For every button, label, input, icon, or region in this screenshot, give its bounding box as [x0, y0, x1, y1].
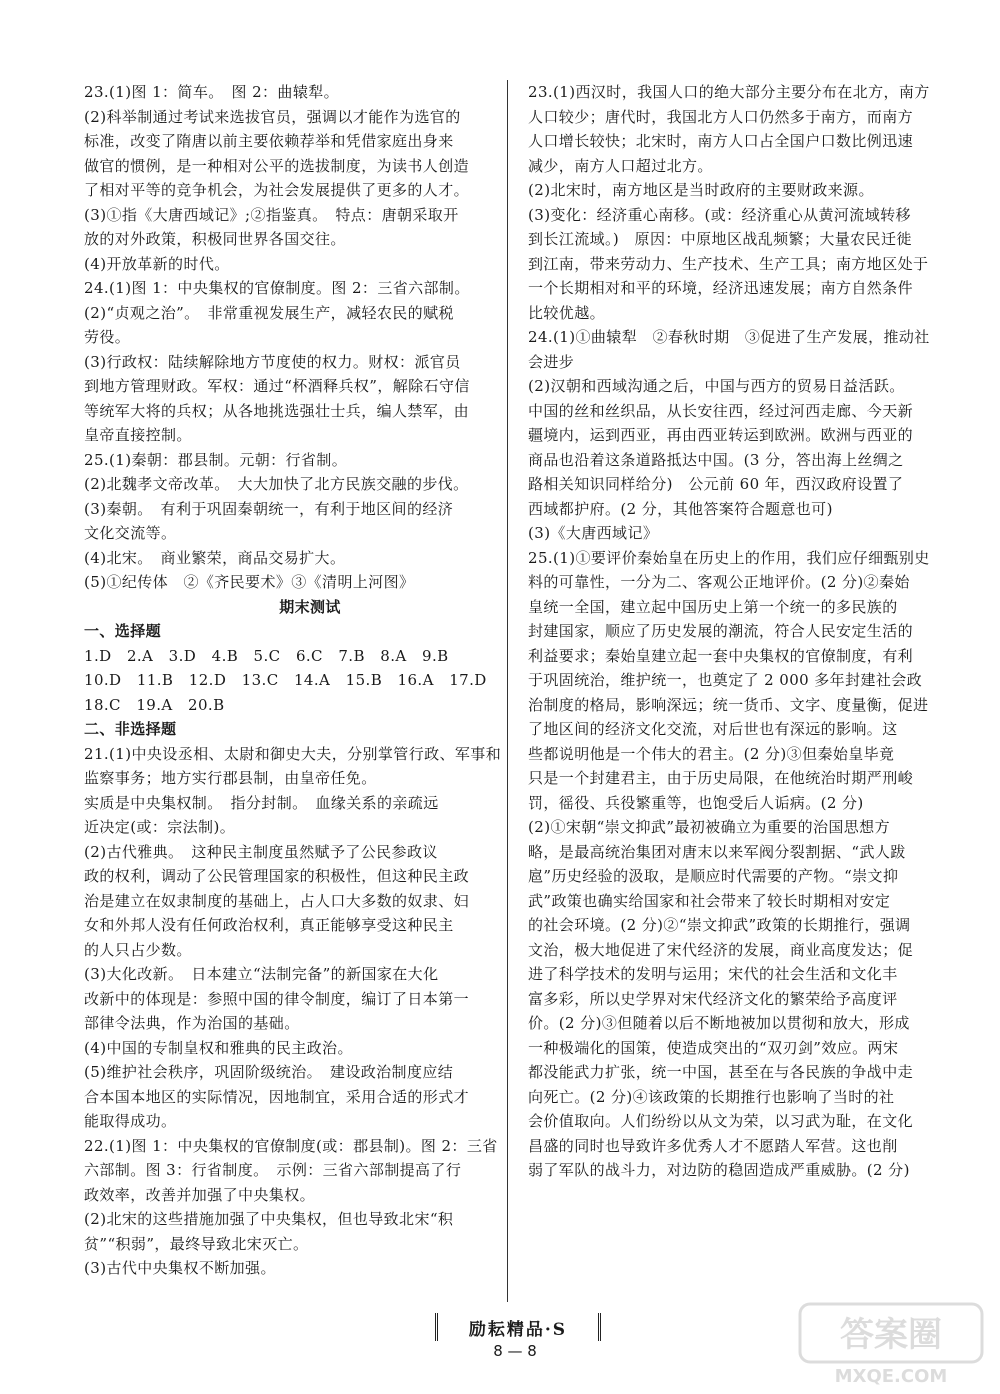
text-line: 人口较少；唐代时，我国北方人口仍然多于南方，而南方	[528, 107, 914, 126]
text-line: 的人只占少数。	[84, 940, 192, 959]
text-line: 扈”历史经验的汲取，是顺应时代需要的产物。“崇文抑	[528, 867, 899, 885]
text-line: 料的可靠性，一分为二、客观公正地评价。(2 分)②秦始	[528, 573, 910, 591]
left-column	[84, 80, 536, 1281]
text-line: 减少，南方人口超过北方。	[528, 156, 713, 175]
text-line: 价。(2 分)③但随着以后不断地被加以贯彻和放大，形成	[528, 1014, 910, 1032]
text-line: 女和外邦人没有任何政治权利，真正能够享受这种民主	[84, 916, 454, 934]
text-line: (2)北宋时，南方地区是当时政府的主要财政来源。	[528, 181, 874, 199]
text-line: (3)秦朝。 有利于巩固秦朝统一，有利于地区间的经济	[84, 499, 454, 518]
text-line: (2)①宋朝“崇文抑武”最初被确立为重要的治国思想方	[528, 818, 890, 836]
text-line: (3)变化：经济重心南移。(或：经济重心从黄河流域转移	[528, 205, 911, 224]
text-line: 比较优越。	[528, 303, 606, 322]
text-line: 文化交流等。	[84, 524, 177, 542]
text-line: (4)开放革新的时代。	[84, 254, 230, 273]
text-line: 合本国本地区的实际情况，因地制宜，采用合适的形式才	[84, 1087, 470, 1106]
text-line: 22.(1)图 1：中央集权的官僚制度(或：郡县制)。图 2：三省	[84, 1136, 498, 1155]
text-line: 近决定(或：宗法制)。	[84, 818, 236, 836]
text-line: (3)古代中央集权不断加强。	[84, 1259, 276, 1277]
text-line: 利益要求；秦始皇建立起一套中央集权的官僚制度，有利	[528, 646, 914, 665]
text-line: 能取得成功。	[84, 1112, 177, 1130]
text-line: 监察事务；地方实行郡县制，由皇帝任免。	[84, 769, 377, 787]
text-line: (5)①纪传体 ②《齐民要术》③《清明上河图》	[84, 573, 415, 591]
text-line: 21.(1)中央设丞相、太尉和御史大夫，分别掌管行政、军事和	[84, 744, 502, 763]
text-line: 会进步	[528, 352, 575, 371]
footer-brand: 励耘精品·S	[435, 1313, 601, 1341]
text-line: (5)维护社会秩序，巩固阶级统治。 建设政治制度应结	[84, 1063, 454, 1081]
text-line: 1.D 2.A 3.D 4.B 5.C 6.C 7.B 8.A 9.B	[84, 646, 449, 665]
text-line: 治制度的格局，影响深远；统一货币、文字、度量衡，促进	[528, 695, 929, 714]
text-line: (2)“贞观之治”。 非常重视发展生产，减轻农民的赋税	[84, 303, 454, 322]
text-line: 进了科学技术的发明与运用；宋代的社会生活和文化丰	[528, 965, 898, 983]
text-line: 的社会环境。(2 分)②“崇文抑武”政策的长期推行，强调	[528, 916, 911, 934]
text-line: 25.(1)秦朝：郡县制。元朝：行省制。	[84, 450, 348, 469]
text-line: 24.(1)①曲辕犁 ②春秋时期 ③促进了生产发展，推动社	[528, 328, 930, 346]
right-column	[528, 80, 980, 1183]
text-line: 实质是中央集权制。 指分封制。 血缘关系的亲疏远	[84, 793, 439, 812]
watermark-title: 答案圈	[840, 1315, 942, 1355]
text-line: (3)《大唐西域记》	[528, 524, 659, 542]
text-line: 人口增长较快；北宋时，南方人口占全国户口数比例迅速	[528, 132, 914, 150]
text-line: 24.(1)图 1：中央集权的官僚制度。图 2：三省六部制。	[84, 279, 470, 297]
text-line: 一、选择题	[84, 622, 162, 640]
text-line: 放的对外政策，积极同世界各国交往。	[84, 230, 346, 248]
text-line: (2)北魏孝文帝改革。 大大加快了北方民族交融的步伐。	[84, 475, 469, 493]
text-line: 18.C 19.A 20.B	[84, 695, 225, 714]
text-line: 到长江流域。) 原因：中原地区战乱频繁；大量农民迁徙	[528, 230, 912, 248]
text-line: 西域都护府。(2 分，其他答案符合题意也可)	[528, 499, 833, 518]
text-line: 到地方管理财政。军权：通过“杯酒释兵权”，解除石守信	[84, 377, 470, 395]
text-line: 只是一个封建君主，由于历史局限，在他统治时期严刑峻	[528, 769, 914, 787]
text-line: 六部制。图 3：行省制度。 示例：三省六部制提高了行	[84, 1161, 462, 1179]
text-line: (2)北宋的这些措施加强了中央集权，但也导致北宋“积	[84, 1210, 454, 1228]
text-line: 劳役。	[84, 328, 131, 346]
text-line: 政的权利，调动了公民管理国家的积极性，但这种民主政	[84, 867, 470, 885]
watermark-url: MXQE.COM	[834, 1366, 948, 1387]
text-line: 皇统一全国，建立起中国历史上第一个统一的多民族的	[528, 597, 898, 616]
watermark-logo	[796, 1300, 986, 1388]
text-line: 贫”“积弱”，最终导致北宋灭亡。	[84, 1234, 309, 1253]
text-line: 标准，改变了隋唐以前主要依赖荐举和凭借家庭出身来	[84, 132, 454, 150]
column-divider	[507, 80, 508, 1302]
text-line: (4)北宋。 商业繁荣，商品交易扩大。	[84, 548, 346, 567]
text-line: 疆境内，运到西亚，再由西亚转运到欧洲。欧洲与西亚的	[528, 426, 914, 444]
text-line: (3)行政权：陆续解除地方节度使的权力。财权：派官员	[84, 352, 461, 371]
text-line: 二、非选择题	[84, 720, 177, 738]
text-line: 23.(1)图 1：简车。 图 2：曲辕犁。	[84, 83, 340, 101]
text-line: 富多彩，所以史学界对宋代经济文化的繁荣给予高度评	[528, 989, 898, 1008]
text-line: 25.(1)①要评价秦始皇在历史上的作用，我们应仔细甄别史	[528, 548, 930, 567]
text-line: 做官的惯例，是一种相对公平的选拔制度，为读书人创造	[84, 156, 470, 175]
text-line: 罚，徭役、兵役繁重等，也饱受后人诟病。(2 分)	[528, 793, 864, 812]
text-line: 政效率，改善并加强了中央集权。	[84, 1185, 316, 1204]
text-line: 治是建立在奴隶制度的基础上，占人口大多数的奴隶、妇	[84, 891, 470, 910]
text-line: 都没能武力扩张，统一中国，甚至在与各民族的争战中走	[528, 1063, 914, 1081]
text-line: 期末测试	[279, 597, 341, 616]
text-line: (3)大化改新。 日本建立“法制完备”的新国家在大化	[84, 965, 439, 983]
text-line: 些都说明他是一个伟大的君主。(2 分)③但秦始皇毕竟	[528, 744, 895, 763]
text-line: 弱了军队的战斗力，对边防的稳固造成严重威胁。(2 分)	[528, 1161, 910, 1179]
text-line: 等统军大将的兵权；从各地挑选强壮士兵，编人禁军，由	[84, 401, 470, 420]
text-line: 会价值取向。人们纷纷以从文为荣，以习武为耻，在文化	[528, 1112, 914, 1130]
text-line: 改新中的体现是：参照中国的律令制度，编订了日本第一	[84, 989, 470, 1008]
text-line: 略，是最高统治集团对唐末以来军阀分裂割据、“武人跋	[528, 842, 906, 861]
text-line: 23.(1)西汉时，我国人口的绝大部分主要分布在北方，南方	[528, 83, 930, 101]
text-line: 到江南，带来劳动力、生产技术、生产工具；南方地区处于	[528, 254, 929, 273]
text-line: 封建国家，顺应了历史发展的潮流，符合人民安定生活的	[528, 622, 914, 640]
text-line: 向死亡。(2 分)④该政策的长期推行也影响了当时的社	[528, 1087, 895, 1106]
text-line: 昌盛的同时也导致许多优秀人才不愿踏人军营。这也削	[528, 1136, 898, 1155]
text-line: 一个长期相对和平的环境，经济迅速发展；南方自然条件	[528, 279, 914, 297]
text-line: 10.D 11.B 12.D 13.C 14.A 15.B 16.A 17.D	[84, 671, 487, 689]
text-line: 一种极端化的国策，使造成突出的“双刃剑”效应。两宋	[528, 1038, 899, 1057]
text-line: (2)古代雅典。 这种民主制度虽然赋予了公民参政议	[84, 842, 438, 861]
text-line: 皇帝直接控制。	[84, 426, 192, 444]
page-number: 8 — 8	[493, 1342, 537, 1360]
text-line: 部律令法典，作为治国的基础。	[84, 1014, 300, 1032]
text-line: 商品也沿着这条道路抵达中国。(3 分，答出海上丝绸之	[528, 450, 904, 469]
text-line: 中国的丝和丝织品，从长安往西，经过河西走廊、今天新	[528, 401, 914, 420]
text-line: 武”政策也确实给国家和社会带来了较长时期相对安定	[528, 891, 891, 910]
text-line: (2)科举制通过考试来选拔官员，强调以才能作为选官的	[84, 107, 461, 126]
text-line: 了相对平等的竞争机会，为社会发展提供了更多的人才。	[84, 181, 470, 199]
text-line: (3)①指《大唐西域记》;②指鉴真。 特点：唐朝采取开	[84, 205, 459, 224]
text-line: (4)中国的专制皇权和雅典的民主政治。	[84, 1038, 353, 1057]
text-line: 了地区间的经济文化交流，对后世也有深远的影响。这	[528, 720, 898, 738]
text-line: (2)汉朝和西域沟通之后，中国与西方的贸易日益活跃。	[528, 377, 905, 395]
text-line: 路相关知识同样给分) 公元前 60 年，西汉政府设置了	[528, 475, 904, 493]
text-line: 于巩固统治，维护统一，也奠定了 2 000 多年封建社会政	[528, 671, 923, 689]
text-line: 文治，极大地促进了宋代经济的发展，商业高度发达；促	[528, 940, 914, 959]
